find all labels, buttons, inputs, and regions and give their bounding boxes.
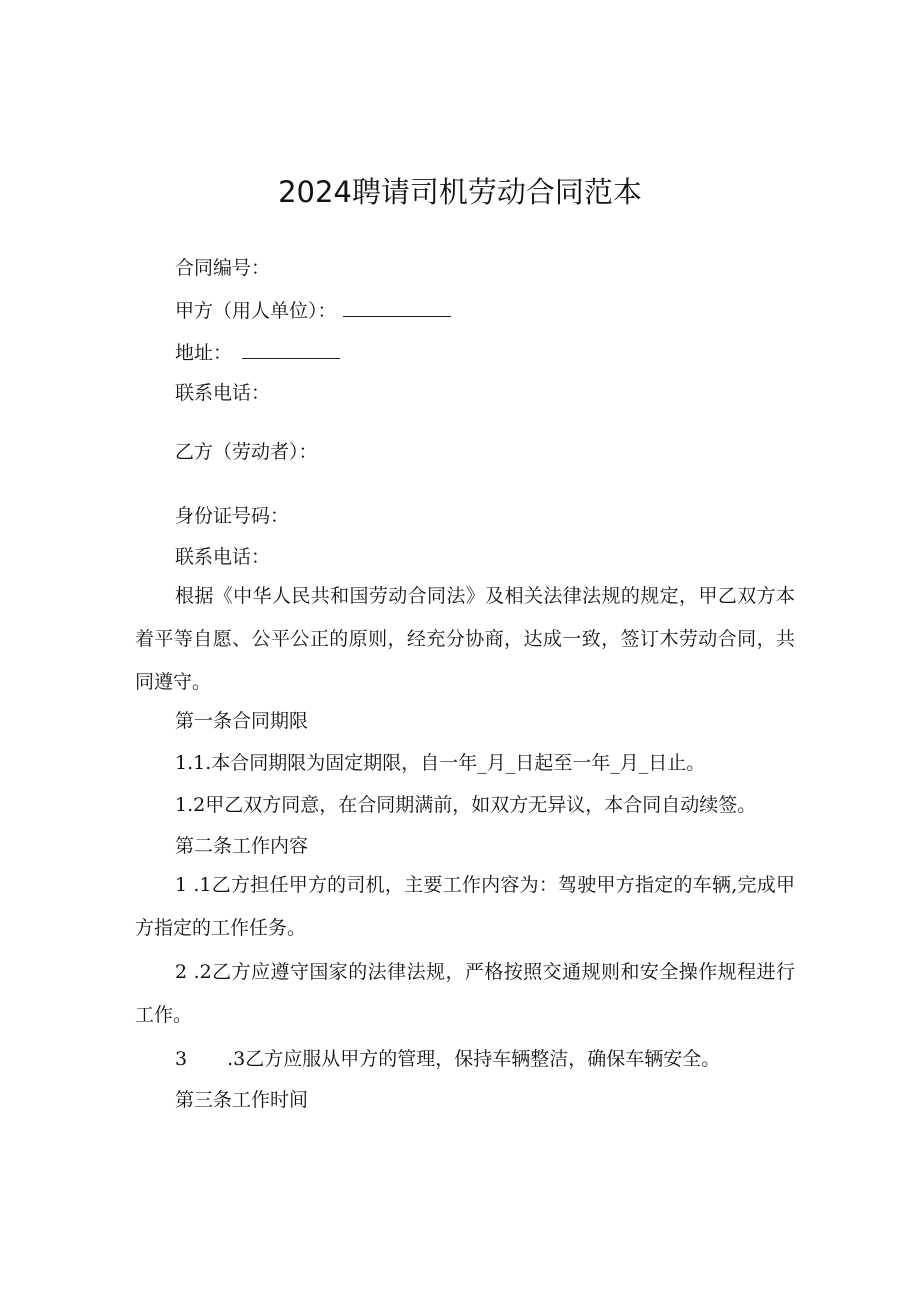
article-2-clause-1: 1 .1乙方担任甲方的司机，主要工作内容为：驾驶甲方指定的车辆,完成甲方指定的工作任务。	[135, 874, 795, 939]
contract-number-field	[175, 256, 270, 280]
contract-number-label: 合同编号：	[175, 257, 271, 279]
party-a-field	[175, 298, 451, 323]
party-a-label: 甲方（用人单位）：	[175, 300, 337, 322]
article-3-heading: 第三条工作时间	[175, 1089, 309, 1111]
preamble-paragraph: 根据《中华人民共和国劳动合同法》及相关法律法规的规定，甲乙双方本着平等自愿、公平公正的原则，经充分协商，达成一致，签订木劳动合同，共同遵守。	[135, 585, 795, 693]
address-field	[175, 340, 340, 365]
address-blank	[242, 340, 340, 359]
id-number-field	[175, 504, 289, 528]
article-2-clause-2: 2 .2乙方应遵守国家的法律法规，严格按照交通规则和安全操作规程进行工作。	[135, 961, 795, 1026]
address-label: 地址：	[175, 342, 233, 364]
party-a-phone-label: 联系电话：	[175, 382, 271, 404]
article-2-clause-3-number: 3	[175, 1048, 188, 1070]
article-2-heading: 第二条工作内容	[175, 835, 309, 857]
party-b-phone-field	[175, 545, 270, 569]
article-1-clause-1: 1.1.本合同期限为固定期限，自一年_月_日起至一年_月_日止。	[175, 752, 706, 774]
party-b-field	[175, 440, 318, 464]
article-2-clause-3-text: .3乙方应服从甲方的管理，保持车辆整洁，确保车辆安全。	[227, 1048, 721, 1070]
party-b-label: 乙方（劳动者）：	[175, 441, 318, 463]
article-2-clause-3	[175, 1047, 720, 1071]
article-1-clause-2: 1.2甲乙双方同意，在合同期满前，如双方无异议，本合同自动续签。	[175, 794, 757, 816]
party-a-phone-field	[175, 381, 270, 405]
document-title: 2024聘请司机劳动合同范本	[278, 175, 642, 209]
id-number-label: 身份证号码：	[175, 505, 290, 527]
article-1-heading: 第一条合同期限	[175, 710, 309, 732]
party-a-blank	[343, 298, 451, 317]
party-b-phone-label: 联系电话：	[175, 546, 271, 568]
